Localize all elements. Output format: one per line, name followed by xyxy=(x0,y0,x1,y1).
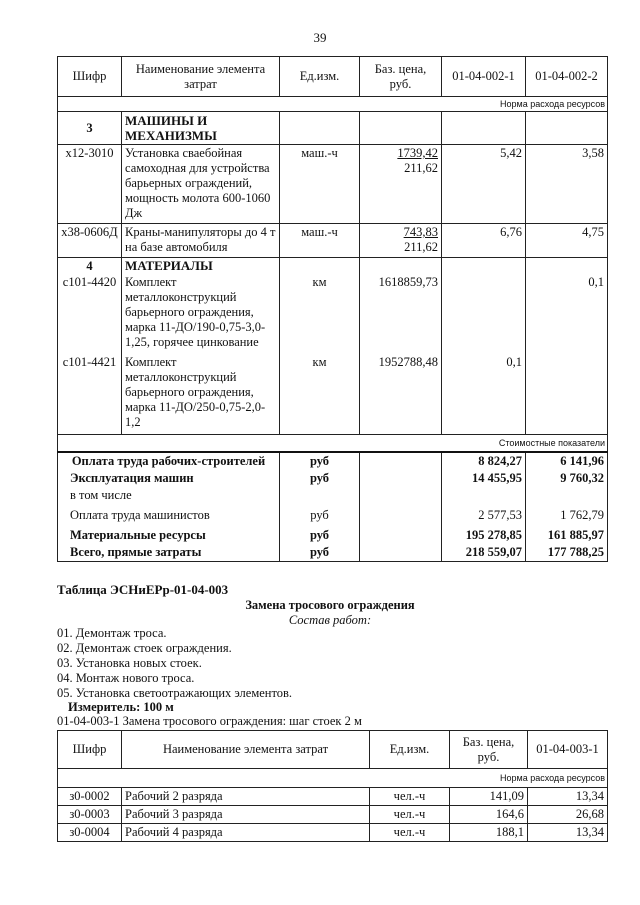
row-price: 1739,42 211,62 xyxy=(360,145,442,224)
row-price: 1618859,73 xyxy=(360,274,442,354)
row-name: Установка сваебойная самоходная для устройства барьерных ограждений, мощность молота 600-1060 Дж xyxy=(122,145,280,224)
work-item: 04. Монтаж нового троса. xyxy=(57,671,195,685)
cost-value-2: 161 885,97 xyxy=(526,527,608,544)
table-row xyxy=(58,824,608,842)
measure: Измеритель: 100 м xyxy=(68,700,174,714)
page-number: 39 xyxy=(313,30,327,45)
cost-note: Стоимостные показатели xyxy=(58,434,608,452)
work-item: 01. Демонтаж троса. xyxy=(57,626,167,640)
cost-name: Всего, прямые затраты xyxy=(58,544,280,562)
row-code: х38-0606Д xyxy=(58,224,122,258)
row-name: Рабочий 3 разряда xyxy=(122,806,370,824)
table-header xyxy=(58,731,608,769)
header-name: Наименование элемента затрат xyxy=(122,731,370,769)
row-value-1: 26,68 xyxy=(528,806,608,824)
resource-table-1 xyxy=(57,56,608,562)
row-name: Комплект металлоконструкций барьерного ограждения, марка 11-ДО/250-0,75-2,0-1,2 xyxy=(122,354,280,434)
cost-name: Материальные ресурсы xyxy=(58,527,280,544)
work-item: 03. Установка новых стоек. xyxy=(57,656,202,670)
cost-unit: руб xyxy=(280,452,360,470)
header-price: Баз. цена, руб. xyxy=(450,731,528,769)
cost-name: Эксплуатация машин xyxy=(58,470,280,487)
row-value-1: 6,76 xyxy=(442,224,526,258)
table-row xyxy=(58,145,608,224)
row-name: Краны-манипуляторы до 4 т на базе автомобиля xyxy=(122,224,280,258)
row-unit: маш.-ч xyxy=(280,224,360,258)
norm-note: Норма расхода ресурсов xyxy=(58,769,608,788)
cost-name: Оплата труда рабочих-строителей xyxy=(58,452,280,470)
row-value-2: 4,75 xyxy=(526,224,608,258)
cost-row xyxy=(58,527,608,544)
header-name: Наименование элемента затрат xyxy=(122,57,280,97)
row-name: Комплект металлоконструкций барьерного ограждения, марка 11-ДО/190-0,75-3,0-1,25, горячее цинкование xyxy=(122,274,280,354)
row-code: с101-4420 xyxy=(58,274,122,354)
header-col1: 01-04-002-1 xyxy=(442,57,526,97)
section-number: 3 xyxy=(58,112,122,145)
work-item: 05. Установка светоотражающих элементов. xyxy=(57,686,293,700)
table2-heading: Замена тросового ограждения xyxy=(245,598,415,612)
cost-unit: руб xyxy=(280,544,360,562)
cost-name: в том числе xyxy=(58,487,280,507)
row-unit: чел.-ч xyxy=(370,806,450,824)
row-price: 188,1 xyxy=(450,824,528,842)
cost-unit: руб xyxy=(280,527,360,544)
cost-unit: руб xyxy=(280,507,360,527)
cost-value-1: 14 455,95 xyxy=(442,470,526,487)
header-code: Шифр xyxy=(58,731,122,769)
header-col1: 01-04-003-1 xyxy=(528,731,608,769)
row-unit: км xyxy=(280,354,360,434)
section-title: МАТЕРИАЛЫ xyxy=(122,258,280,275)
section-title: МАШИНЫ И МЕХАНИЗМЫ xyxy=(122,112,280,145)
row-price: 141,09 xyxy=(450,788,528,806)
section-number: 4 xyxy=(58,258,122,275)
row-value-1: 13,34 xyxy=(528,824,608,842)
cost-row xyxy=(58,452,608,470)
cost-row xyxy=(58,487,608,507)
row-name: Рабочий 2 разряда xyxy=(122,788,370,806)
cost-value-2: 1 762,79 xyxy=(526,507,608,527)
table-row xyxy=(58,274,608,354)
row-value-1: 0,1 xyxy=(442,354,526,434)
cost-value-2: 177 788,25 xyxy=(526,544,608,562)
row-price: 164,6 xyxy=(450,806,528,824)
row-value-1: 13,34 xyxy=(528,788,608,806)
table-row xyxy=(58,788,608,806)
header-unit: Ед.изм. xyxy=(280,57,360,97)
row-name: Рабочий 4 разряда xyxy=(122,824,370,842)
row-code: х12-3010 xyxy=(58,145,122,224)
row-code: з0-0004 xyxy=(58,824,122,842)
table-header xyxy=(58,57,608,97)
row-value-2 xyxy=(526,354,608,434)
cost-row xyxy=(58,470,608,487)
work-item: 02. Демонтаж стоек ограждения. xyxy=(57,641,232,655)
table2-subheading: Состав работ: xyxy=(288,613,372,627)
row-value-1: 5,42 xyxy=(442,145,526,224)
row-unit: чел.-ч xyxy=(370,824,450,842)
row-value-2: 0,1 xyxy=(526,274,608,354)
cost-name: Оплата труда машинистов xyxy=(58,507,280,527)
resource-table-2 xyxy=(57,730,608,842)
row-code: з0-0003 xyxy=(58,806,122,824)
row-value-1 xyxy=(442,274,526,354)
row-code: з0-0002 xyxy=(58,788,122,806)
cost-value-1: 218 559,07 xyxy=(442,544,526,562)
norm-note: Норма расхода ресурсов xyxy=(58,97,608,112)
row-code: с101-4421 xyxy=(58,354,122,434)
table2-title: Таблица ЭСНиЕРр-01-04-003 xyxy=(57,582,229,597)
row-price: 743,83 211,62 xyxy=(360,224,442,258)
row-value-2: 3,58 xyxy=(526,145,608,224)
header-price: Баз. цена, руб. xyxy=(360,57,442,97)
subtitle-line: 01-04-003-1 Замена тросового ограждения: шаг стоек 2 м xyxy=(57,714,362,728)
row-unit: чел.-ч xyxy=(370,788,450,806)
cost-value-1: 8 824,27 xyxy=(442,452,526,470)
cost-row xyxy=(58,544,608,562)
header-unit: Ед.изм. xyxy=(370,731,450,769)
header-code: Шифр xyxy=(58,57,122,97)
cost-unit: руб xyxy=(280,470,360,487)
row-unit: маш.-ч xyxy=(280,145,360,224)
cost-value-1: 195 278,85 xyxy=(442,527,526,544)
header-col2: 01-04-002-2 xyxy=(526,57,608,97)
cost-value-2: 9 760,32 xyxy=(526,470,608,487)
cost-value-2: 6 141,96 xyxy=(526,452,608,470)
row-price: 1952788,48 xyxy=(360,354,442,434)
cost-value-1: 2 577,53 xyxy=(442,507,526,527)
table-row xyxy=(58,354,608,434)
row-unit: км xyxy=(280,274,360,354)
cost-row xyxy=(58,507,608,527)
table-row xyxy=(58,806,608,824)
table-row xyxy=(58,224,608,258)
